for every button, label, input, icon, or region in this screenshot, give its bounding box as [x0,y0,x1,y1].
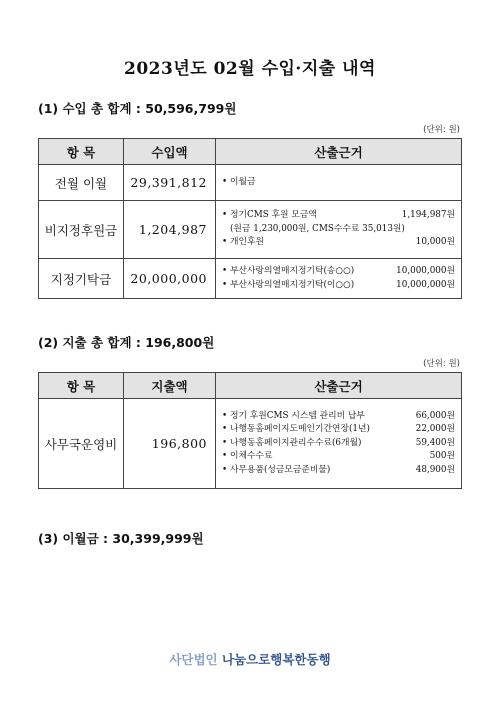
basis-value: 10,000,000원 [396,266,455,276]
basis-label: • 정기CMS 후원 모금액 [222,210,317,221]
row-item: 지정기탁금 [39,259,124,299]
basis-value: 66,000원 [415,410,455,421]
organization-footer [0,650,500,668]
row-basis [216,259,462,299]
carryover-heading: (3) 이월금 : 30,399,999원 [38,531,204,546]
basis-line [222,176,455,190]
row-item: 전월 이월 [39,165,124,201]
basis-label: • 이월금 [222,176,256,187]
expense-total-heading: (2) 지출 총 합계 : 196,800원 [38,335,215,350]
col-header-amount: 지출액 [124,373,216,399]
income-total-heading: (1) 수입 총 합계 : 50,596,799원 [38,101,237,116]
page-title: 2023년도 02월 수입·지출 내역 [124,59,376,79]
basis-label: (원금 1,230,000원, CMS수수료 35,013원) [230,223,405,234]
basis-line [222,279,455,293]
basis-line [222,223,455,237]
row-amount: 20,000,000 [124,259,216,299]
basis-line [222,209,455,223]
basis-line [222,410,455,424]
row-amount: 196,800 [124,399,216,489]
expense-table [38,372,462,489]
basis-label: • 정기 후원CMS 시스템 관리비 납부 [222,410,365,421]
row-basis [216,399,462,489]
table-row [39,259,462,299]
income-table [38,138,462,299]
basis-label: • 사무용품(성금모금준비물) [222,464,331,475]
footer-org-name: 나눔으로행복한동행 [221,652,331,667]
income-unit-note: (단위: 원) [423,125,460,135]
col-header-basis: 산출근거 [216,373,462,399]
expense-unit-note: (단위: 원) [423,359,460,369]
footer-prefix: 사단법인 [169,652,218,667]
basis-label: • 부산사랑의열매지정기탁(이○○) [222,279,355,290]
col-header-amount: 수입액 [124,139,216,165]
basis-value: 59,400원 [415,437,455,448]
row-basis [216,165,462,201]
row-item: 사무국운영비 [39,399,124,489]
basis-label: • 나행동홈페이지도메인기간연장(1년) [222,424,370,435]
basis-line [222,464,455,478]
col-header-basis: 산출근거 [216,139,462,165]
basis-value: 22,000원 [415,424,455,435]
basis-label: • 개인후원 [222,237,264,248]
basis-value: 10,000,000원 [396,279,455,290]
row-amount: 1,204,987 [124,201,216,259]
basis-label: • 나행동홈페이지관리수수료(6개월) [222,437,362,448]
basis-value: 500원 [429,451,455,462]
basis-line [222,437,455,451]
basis-line [222,450,455,464]
basis-label: • 부산사랑의열매지정기탁(송○○) [222,266,355,276]
table-row [39,399,462,489]
col-header-item: 항 목 [39,139,124,165]
basis-value: 48,900원 [415,464,455,475]
table-row [39,165,462,201]
basis-label: • 이체수수료 [222,451,273,462]
basis-line [222,236,455,250]
row-item: 비지정후원금 [39,201,124,259]
table-row [39,201,462,259]
basis-value: 1,194,987원 [401,210,455,221]
row-basis [216,201,462,259]
col-header-item: 항 목 [39,373,124,399]
basis-line [222,423,455,437]
basis-value: 10,000원 [415,237,455,248]
basis-line [222,265,455,279]
row-amount: 29,391,812 [124,165,216,201]
